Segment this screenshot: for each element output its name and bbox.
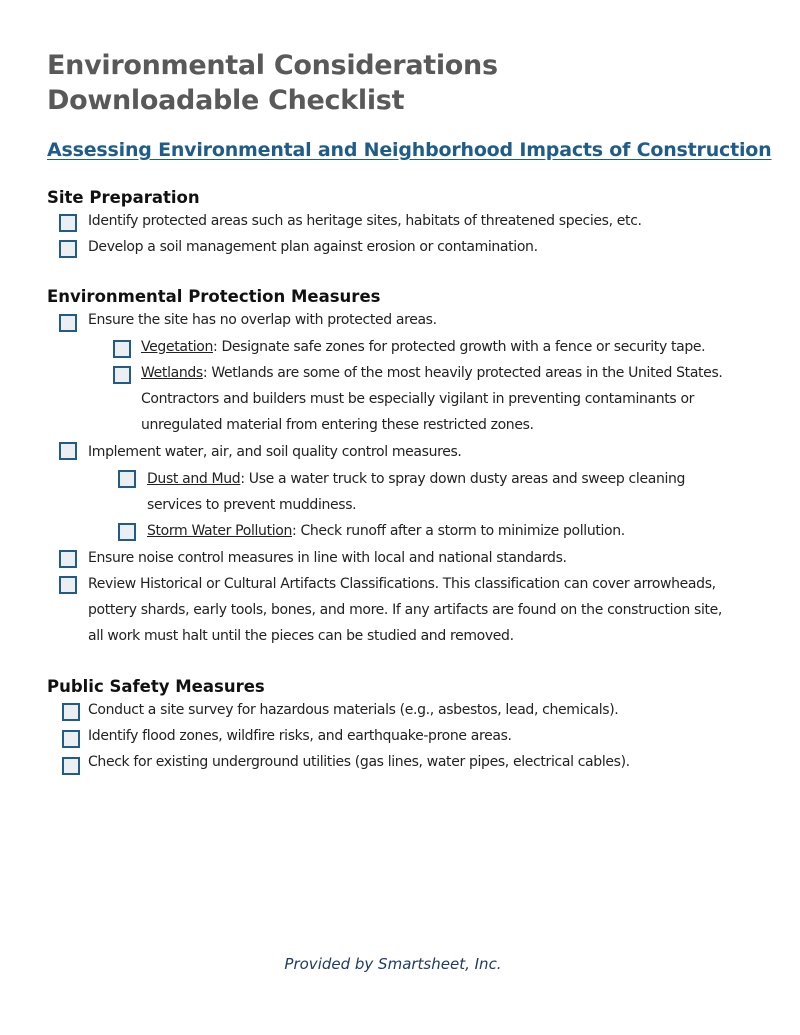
sub-checklist-item-storm-water [147,518,625,544]
sub-checklist-item-vegetation [141,334,705,360]
checklist-item: Implement water, air, and soil quality control measures. [88,444,462,460]
term-dust-and-mud: Dust and Mud [147,471,241,487]
item-text-continued: services to prevent muddiness. [147,497,357,513]
title-line-2: Downloadable Checklist [47,85,405,116]
checklist-item: Identify protected areas such as heritage sites, habitats of threatened species, etc. [88,213,642,229]
footer-credit: Provided by Smartsheet, Inc. [284,955,502,973]
checklist-item: Check for existing underground utilities (gas lines, water pipes, electrical cables). [88,754,630,770]
checkbox[interactable] [59,314,77,332]
item-text-continued: all work must halt until the pieces can be studied and removed. [88,628,514,644]
document-title [47,48,498,118]
checkbox[interactable] [59,214,77,232]
checklist-item: Review Historical or Cultural Artifacts Classifications. This classification can cover arrowheads, [88,576,716,592]
checklist-item: Identify flood zones, wildfire risks, and earthquake-prone areas. [88,728,512,744]
checkbox[interactable] [113,366,131,384]
checkbox[interactable] [59,576,77,594]
term-wetlands: Wetlands [141,365,203,381]
document-subtitle[interactable]: Assessing Environmental and Neighborhood Impacts of Construction [47,139,772,161]
sub-checklist-item-wetlands [141,360,723,386]
checkbox[interactable] [59,442,77,460]
sub-checklist-item-dust [147,466,685,492]
section-heading-site-preparation: Site Preparation [47,188,200,207]
item-text-continued: Contractors and builders must be especially vigilant in preventing contaminants or [141,391,695,407]
checklist-item: Ensure noise control measures in line with local and national standards. [88,550,567,566]
term-storm-water-pollution: Storm Water Pollution [147,523,293,539]
checkbox[interactable] [118,470,136,488]
title-line-1: Environmental Considerations [47,50,498,81]
item-text: : Use a water truck to spray down dusty areas and sweep cleaning [240,471,686,487]
checkbox[interactable] [62,730,80,748]
checkbox[interactable] [118,523,136,541]
item-text-continued: pottery shards, early tools, bones, and more. If any artifacts are found on the construction site, [88,602,723,618]
checklist-item: Develop a soil management plan against erosion or contamination. [88,239,538,255]
item-text: : Check runoff after a storm to minimize pollution. [292,523,625,539]
item-text: : Designate safe zones for protected growth with a fence or security tape. [213,339,706,355]
term-vegetation: Vegetation [141,339,213,355]
item-text: : Wetlands are some of the most heavily protected areas in the United States. [202,365,723,381]
checkbox[interactable] [113,340,131,358]
checklist-item: Ensure the site has no overlap with protected areas. [88,312,437,328]
section-heading-public-safety: Public Safety Measures [47,677,265,696]
checkbox[interactable] [59,240,77,258]
checkbox[interactable] [62,703,80,721]
checkbox[interactable] [59,550,77,568]
section-heading-environmental-protection: Environmental Protection Measures [47,287,381,306]
checkbox[interactable] [62,757,80,775]
item-text-continued: unregulated material from entering these restricted zones. [141,417,534,433]
checklist-item: Conduct a site survey for hazardous materials (e.g., asbestos, lead, chemicals). [88,702,619,718]
